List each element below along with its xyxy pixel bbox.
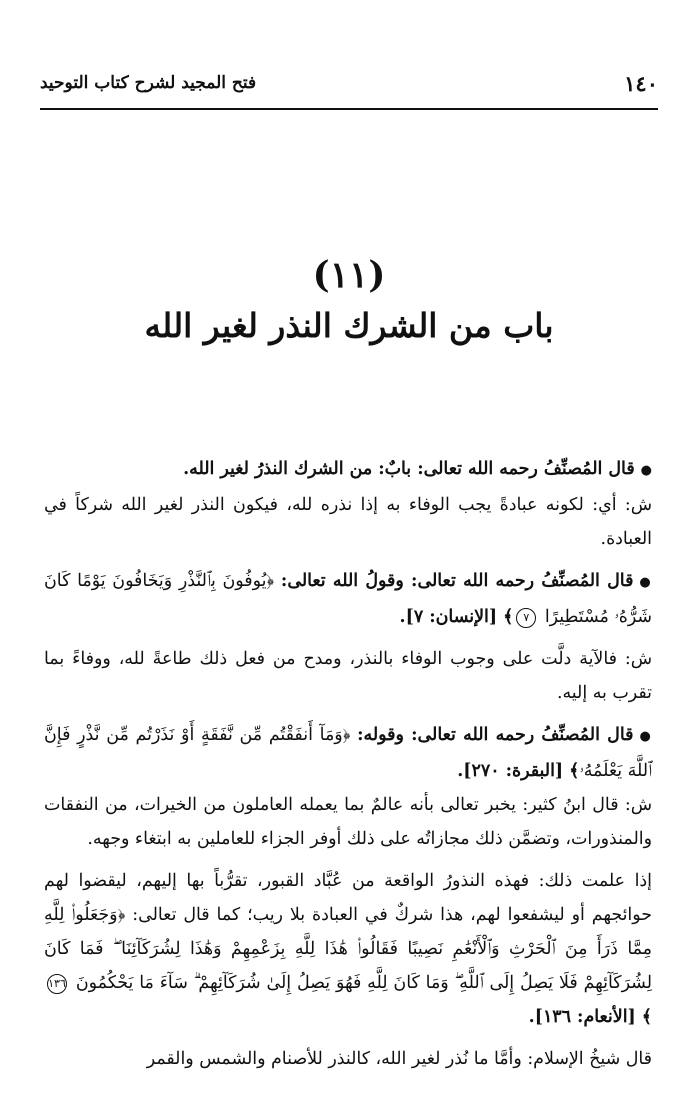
ayah-number-badge: ٧ [516, 608, 536, 628]
author-lead: قال المُصنِّفُ رحمه الله تعالى: [417, 459, 635, 479]
author-lead: قال المُصنِّفُ رحمه الله تعالى: وقوله: [357, 725, 634, 745]
bullet-icon: ● [639, 575, 652, 590]
paragraph-6: ش: قال ابنُ كثير: يخبر تعالى بأنه عالمٌ بما يعمله العاملون من الخيرات، من النفقات والمنذورات، وتضمَّن ذلك مجازاتُه على ذلك أوفر الجزاء للعاملين به ابتغاء وجهه. [44, 795, 652, 849]
chapter-title: باب من الشرك النذر لغير الله [144, 306, 554, 345]
header-rule [40, 108, 658, 110]
bullet-icon: ● [640, 463, 652, 478]
body-text [44, 452, 652, 1076]
paragraph-7 [44, 864, 652, 1034]
quran-verse: ﴿يُوفُونَ بِٱلنَّذْرِ وَيَخَافُونَ يَوْمًا كَانَ شَرُّهُۥ مُسْتَطِيرًا [44, 571, 652, 627]
quran-verse: ﴿وَجَعَلُوا۟ لِلَّهِ مِمَّا ذَرَأَ مِنَ ٱلْحَرْثِ وَٱلْأَنْعَٰمِ نَصِيبًا فَقَالُوا۟ هَٰذَا لِلَّهِ بِزَعْمِهِمْ وَهَٰذَا لِشُرَكَآئِنَا ۖ فَمَا كَانَ لِشُرَكَآئِهِمْ فَلَا يَصِلُ إِلَى ٱللَّهِ ۖ وَمَا كَانَ لِلَّهِ فَهُوَ يَصِلُ إِلَىٰ شُرَكَآئِهِمْ ۗ سَآءَ مَا يَحْكُمُونَ [44, 905, 652, 993]
verse-reference: ﴾ [الإنسان: ٧]. [399, 607, 514, 627]
verse-reference: ﴾ [البقرة: ٢٧٠]. [457, 761, 580, 781]
chapter-statement: بابٌ: من الشرك النذرُ لغير الله. [183, 459, 418, 479]
book-title: فتح المجيد لشرح كتاب التوحيد [40, 73, 257, 93]
page-number: ١٤٠ [624, 70, 658, 96]
ayah-number-badge: ١٣٦ [47, 974, 67, 994]
quran-verse: ﴿وَمَآ أَنفَقْتُم مِّن نَّفَقَةٍ أَوْ نَذَرْتُم مِّن نَّذْرٍ فَإِنَّ ٱللَّهَ يَعْلَمُهُۥ [44, 725, 652, 781]
bullet-icon: ● [639, 729, 652, 744]
commentary-text: إذا علمت ذلك: فهذه النذورُ الواقعة من عُبَّاد القبور، تقرُّباً بها إليهم، ليقضوا لهم حوائجهم أو ليشفعوا لهم، هذا شركٌ في العبادة بلا ريب؛ كما قال تعالى: [44, 871, 652, 925]
author-lead: قال المُصنِّفُ رحمه الله تعالى: وقولُ الله تعالى: [280, 571, 634, 591]
running-header [40, 66, 658, 100]
paragraph-1 [44, 452, 652, 488]
paragraph-2: ش: أي: لكونه عبادةً يجب الوفاء به إذا نذره لله، فيكون النذر لغير الله شركاً في العبادة. [44, 495, 652, 549]
paragraph-4: ش: فالآية دلَّت على وجوب الوفاء بالنذر، ومدح من فعل ذلك طاعةً لله، ووفاءً بما تقرب به إليه. [44, 649, 652, 703]
paragraph-5 [44, 718, 652, 788]
paragraph-8: قال شيخُ الإسلام: وأمَّا ما نُذر لغير الله، كالنذر للأصنام والشمس والقمر [146, 1049, 652, 1069]
verse-reference: ﴾ [الأنعام: ١٣٦]. [528, 1007, 652, 1027]
paragraph-3 [44, 564, 652, 634]
chapter-number: (١١) [312, 254, 386, 296]
